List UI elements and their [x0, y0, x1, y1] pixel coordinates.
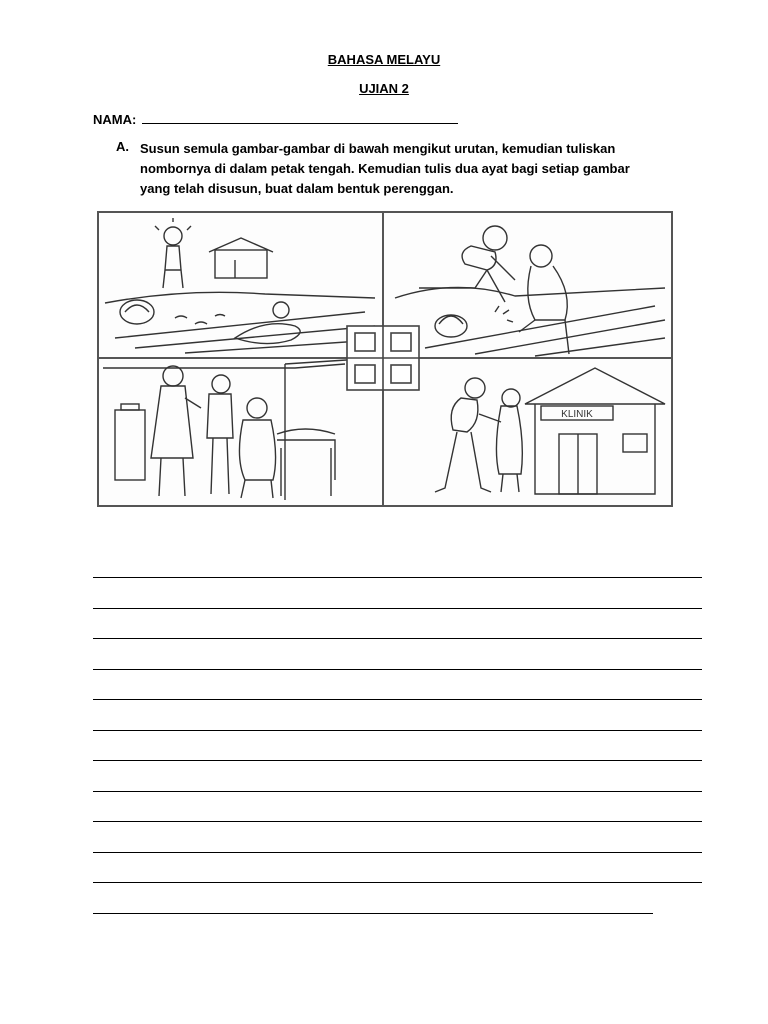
answer-line[interactable] — [93, 852, 702, 853]
answer-line[interactable] — [93, 730, 702, 731]
name-field — [93, 111, 458, 127]
answer-line[interactable] — [93, 577, 702, 578]
center-number-box — [347, 326, 419, 390]
answer-line[interactable] — [93, 669, 702, 670]
name-blank-line — [142, 111, 458, 124]
answer-line[interactable] — [93, 791, 702, 792]
answer-line[interactable] — [93, 882, 702, 883]
worksheet-subtitle: UJIAN 2 — [359, 81, 409, 96]
worksheet-title: BAHASA MELAYU — [327, 52, 441, 67]
answer-line[interactable] — [93, 913, 653, 914]
question-letter: A. — [116, 139, 129, 154]
answer-line[interactable] — [93, 699, 702, 700]
answer-line[interactable] — [93, 638, 702, 639]
clinic-sign-text: KLINIK — [561, 409, 593, 420]
answer-line[interactable] — [93, 821, 702, 822]
instruction-line-1: Susun semula gambar-gambar di bawah mengikut urutan, kemudian tuliskan — [140, 141, 616, 156]
instruction-line-3: yang telah disusun, buat dalam bentuk perenggan. — [140, 181, 454, 196]
instruction-line-2: nombornya di dalam petak tengah. Kemudian tulis dua ayat bagi setiap gambar — [140, 161, 630, 176]
answer-line[interactable] — [93, 608, 702, 609]
answer-line[interactable] — [93, 760, 702, 761]
name-label: NAMA: — [93, 112, 137, 127]
picture-sequence-illustration — [95, 208, 675, 510]
question-instructions — [140, 139, 700, 199]
